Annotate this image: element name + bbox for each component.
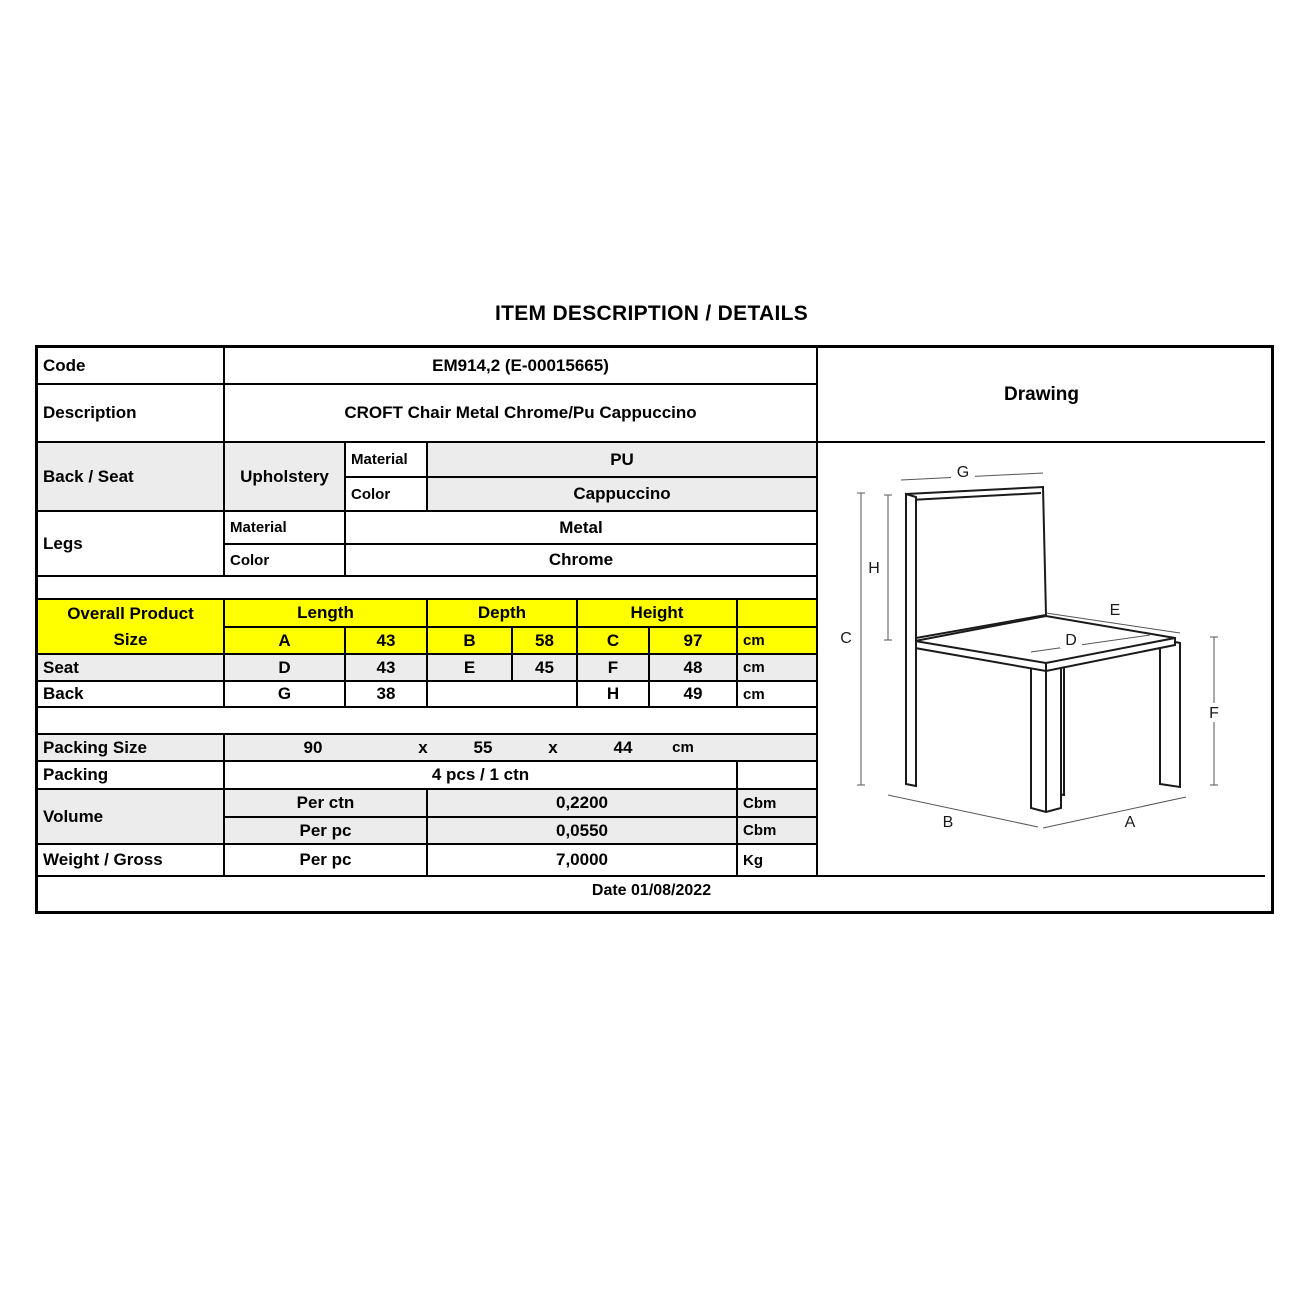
back-seat-color-label: Color: [346, 478, 428, 512]
packing-size-value: [225, 735, 818, 762]
drawing-header: Drawing: [818, 348, 1265, 443]
seat-length-key: D: [225, 655, 346, 682]
legs-label: Legs: [38, 512, 225, 577]
volume-per-ctn-label: Per ctn: [225, 790, 428, 818]
packing-size-v3: 44: [613, 737, 633, 757]
volume-per-pc-label: Per pc: [225, 818, 428, 845]
legs-color-label: Color: [225, 545, 346, 577]
back-depth-empty: [428, 682, 578, 708]
back-seat-label: Back / Seat: [38, 443, 225, 512]
volume-per-ctn-value: 0,2200: [428, 790, 738, 818]
seat-length-value: 43: [346, 655, 428, 682]
description-label: Description: [38, 385, 225, 443]
legs-material-label: Material: [225, 512, 346, 545]
overall-unit: cm: [738, 628, 818, 655]
volume-per-ctn-unit: Cbm: [738, 790, 818, 818]
chair-backrest: [906, 487, 1046, 638]
unit-header-empty: [738, 600, 818, 628]
code-value: EM914,2 (E-00015665): [225, 348, 818, 385]
seat-height-value: 48: [650, 655, 738, 682]
dim-label-g: G: [956, 464, 970, 481]
legs-material-value: Metal: [346, 512, 818, 545]
description-value: CROFT Chair Metal Chrome/Pu Cappuccino: [225, 385, 818, 443]
chair-seat-edges: [915, 638, 1175, 812]
weight-unit: Kg: [738, 845, 818, 877]
overall-length-value: 43: [346, 628, 428, 655]
spacer-row: [38, 708, 818, 735]
dim-line-c: [857, 493, 865, 785]
back-seat-material-label: Material: [346, 443, 428, 478]
packing-size-unit: cm: [672, 739, 694, 756]
height-header: Height: [578, 600, 738, 628]
dim-line-b: [888, 795, 1038, 827]
chair-drawing: [818, 443, 1263, 875]
packing-label: Packing: [38, 762, 225, 790]
seat-label: Seat: [38, 655, 225, 682]
overall-size-label-line2: Size: [113, 629, 148, 649]
weight-per-label: Per pc: [225, 845, 428, 877]
chair-right-leg: [1160, 639, 1180, 787]
length-header: Length: [225, 600, 428, 628]
packing-size-x1: x: [418, 737, 428, 757]
dim-label-b: B: [942, 814, 954, 831]
back-height-key: H: [578, 682, 650, 708]
back-length-key: G: [225, 682, 346, 708]
overall-size-label-line1: Overall Product: [67, 604, 194, 623]
volume-label: Volume: [38, 790, 225, 845]
packing-unit-empty: [738, 762, 818, 790]
back-height-value: 49: [650, 682, 738, 708]
weight-value: 7,0000: [428, 845, 738, 877]
code-label: Code: [38, 348, 225, 385]
dim-line-a: [1043, 797, 1186, 828]
dim-label-h: H: [868, 560, 880, 577]
overall-length-key: A: [225, 628, 346, 655]
dim-label-a: A: [1124, 814, 1136, 831]
dim-label-d: D: [1065, 632, 1077, 649]
packing-size-v1: 90: [303, 737, 323, 757]
spacer-row: [38, 577, 818, 600]
legs-color-value: Chrome: [346, 545, 818, 577]
seat-height-key: F: [578, 655, 650, 682]
chair-back-left-post: [906, 494, 916, 786]
back-label: Back: [38, 682, 225, 708]
dim-label-f: F: [1209, 705, 1219, 722]
seat-depth-value: 45: [513, 655, 578, 682]
packing-size-label: Packing Size: [38, 735, 225, 762]
back-unit: cm: [738, 682, 818, 708]
page-title: ITEM DESCRIPTION / DETAILS: [494, 302, 809, 325]
dim-label-c: C: [840, 630, 852, 647]
date-row: Date 01/08/2022: [38, 877, 1265, 905]
drawing-body: [818, 443, 1265, 877]
packing-size-v2: 55: [473, 737, 493, 757]
overall-height-key: C: [578, 628, 650, 655]
dim-line-h: [884, 495, 892, 640]
seat-unit: cm: [738, 655, 818, 682]
back-seat-color-value: Cappuccino: [428, 478, 818, 512]
seat-depth-key: E: [428, 655, 513, 682]
back-seat-material-value: PU: [428, 443, 818, 478]
overall-depth-value: 58: [513, 628, 578, 655]
depth-header: Depth: [428, 600, 578, 628]
dim-label-e: E: [1109, 602, 1121, 619]
overall-height-value: 97: [650, 628, 738, 655]
packing-value: 4 pcs / 1 ctn: [225, 762, 738, 790]
volume-per-pc-unit: Cbm: [738, 818, 818, 845]
back-length-value: 38: [346, 682, 428, 708]
upholstery-label: Upholstery: [225, 443, 346, 512]
packing-size-x2: x: [548, 737, 558, 757]
volume-per-pc-value: 0,0550: [428, 818, 738, 845]
spec-table: [35, 345, 1274, 914]
overall-depth-key: B: [428, 628, 513, 655]
overall-size-label: [38, 600, 225, 655]
weight-label: Weight / Gross: [38, 845, 225, 877]
